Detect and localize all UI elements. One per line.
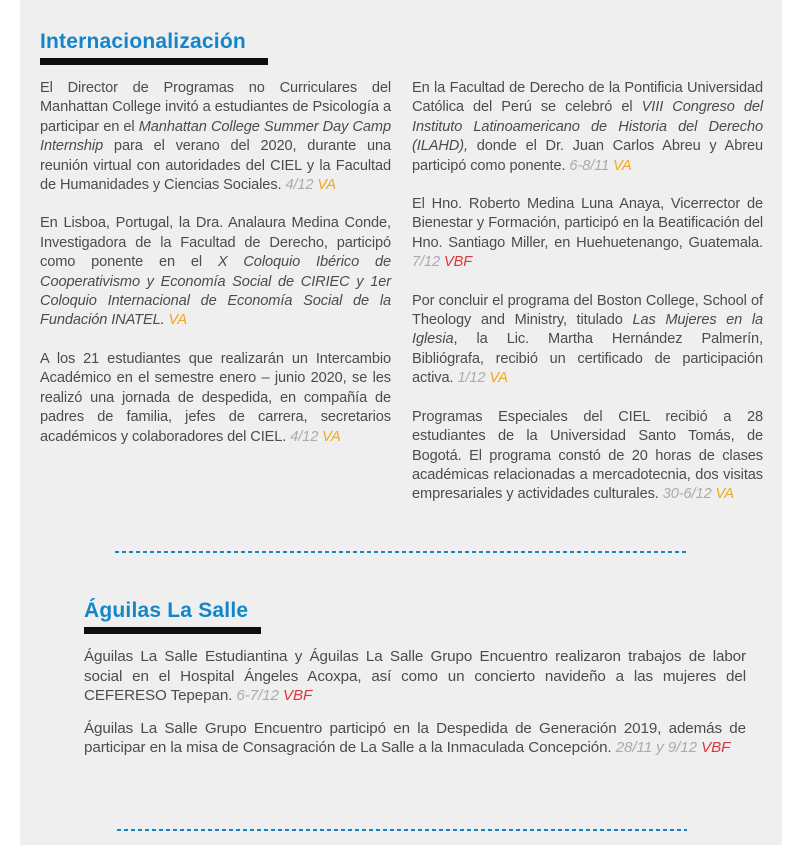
right-column [412, 79, 763, 524]
section-aguilas-la-salle [84, 599, 746, 765]
news-item [412, 195, 763, 273]
news-item [412, 408, 763, 505]
author-initials: VBF [443, 254, 473, 271]
date-reference: 7/12 [412, 254, 444, 271]
body-text: donde el Dr. Juan Carlos Abreu y Abreu participó como ponente. [412, 138, 763, 174]
news-item [412, 292, 763, 389]
date-reference: 4/12 [290, 428, 323, 445]
body-text: X Coloquio Ibérico de Cooperativismo y Economía Social de CIRIEC y 1er Coloquio Internacional de Economía Social de la Fundación INATEL. [40, 254, 391, 329]
author-initials: VA [317, 177, 336, 194]
body-text: para el verano del 2020, durante una reunión virtual con autoridades del CIEL y la Facultad de Humanidades y Ciencias Sociales. [40, 138, 391, 194]
date-reference: 6-7/12 [236, 687, 283, 705]
body-text: En la Facultad de Derecho de la Pontificia Universidad Católica del Perú se celebró el [412, 80, 763, 116]
body-text: Programas Especiales del CIEL recibió a 28 estudiantes de la Universidad Santo Tomás, de Bogotá. El programa constó de 20 horas de clases académicas relacionadas a mercadotecnia, dos visitas empresariales y actividades culturales. [412, 408, 763, 503]
author-initials: VA [322, 428, 341, 445]
body-text: Águilas La Salle Estudiantina y Águilas La Salle Grupo Encuentro realizaron trabajos de labor social en el Hospital Ángeles Acoxpa, así como un concierto navideño a las mujeres del CEFERESO Tepepan. [84, 648, 746, 705]
body-text: Por concluir el programa del Boston College, School of Theology and Ministry, titulado [412, 292, 763, 329]
author-initials: VA [489, 370, 508, 387]
news-item [40, 214, 391, 330]
body-text: , la Lic. Martha Hernández Palmerín, Bibliógrafa, recibió un certificado de participación activa. [412, 331, 763, 387]
date-reference: 6-8/11 [569, 157, 614, 174]
body-text: VIII Congreso del Instituto Latinoamericano de Historia del Derecho (ILAHD), [412, 99, 764, 155]
author-initials: VA [715, 486, 734, 503]
title-underline-bar [40, 58, 268, 65]
dashed-separator [117, 829, 687, 831]
body-text: En Lisboa, Portugal, la Dra. Analaura Medina Conde, Investigadora de la Facultad de Derecho, participó como ponente en el [40, 215, 391, 271]
body-text: El Hno. Roberto Medina Luna Anaya, Vicerrector de Bienestar y Formación, participó en la Beatificación del Hno. Santiago Miller, en Huehuetenango, Guatemala. [412, 196, 763, 251]
news-item [84, 647, 746, 706]
body-text: El Director de Programas no Curriculares del Manhattan College invitó a estudiantes de Psicología a participar en el [40, 80, 391, 135]
section-title-aguilas-la-salle: Águilas La Salle [84, 599, 249, 622]
body-text: Manhattan College Summer Day Camp Internship [40, 118, 391, 155]
author-initials: VBF [701, 739, 731, 757]
body-text: Águilas La Salle Grupo Encuentro participó en la Despedida de Generación 2019, además de participar en la misa de Consagración de La Salle a la Inmaculada Concepción. [84, 719, 746, 757]
body-text: Las Mujeres en la Iglesia [412, 312, 763, 348]
date-reference: 1/12 [457, 370, 490, 387]
title-underline-bar [84, 627, 261, 634]
date-reference: 28/11 y 9/12 [615, 739, 702, 757]
news-item [84, 719, 746, 758]
author-initials: VA [613, 157, 632, 174]
body-text: A los 21 estudiantes que realizarán un Intercambio Académico en el semestre enero – junio 2020, se les realizó una jornada de despedida, en compañía de padres de familia, jefes de carrera, secretarios académicos y colaboradores del CIEL. [40, 350, 391, 445]
author-initials: VA [168, 312, 188, 329]
news-item [412, 79, 763, 176]
two-column-text-block [40, 79, 764, 524]
paper-background [20, 0, 782, 845]
news-item [40, 79, 391, 195]
section-internacionalizacion [40, 30, 764, 524]
author-initials: VBF [283, 687, 313, 705]
date-reference: 30-6/12 [662, 486, 716, 503]
left-column [40, 79, 391, 524]
section-title-internacionalizacion: Internacionalización [40, 30, 246, 53]
date-reference: 4/12 [285, 177, 318, 194]
dashed-separator [115, 551, 688, 553]
news-item [40, 350, 391, 447]
